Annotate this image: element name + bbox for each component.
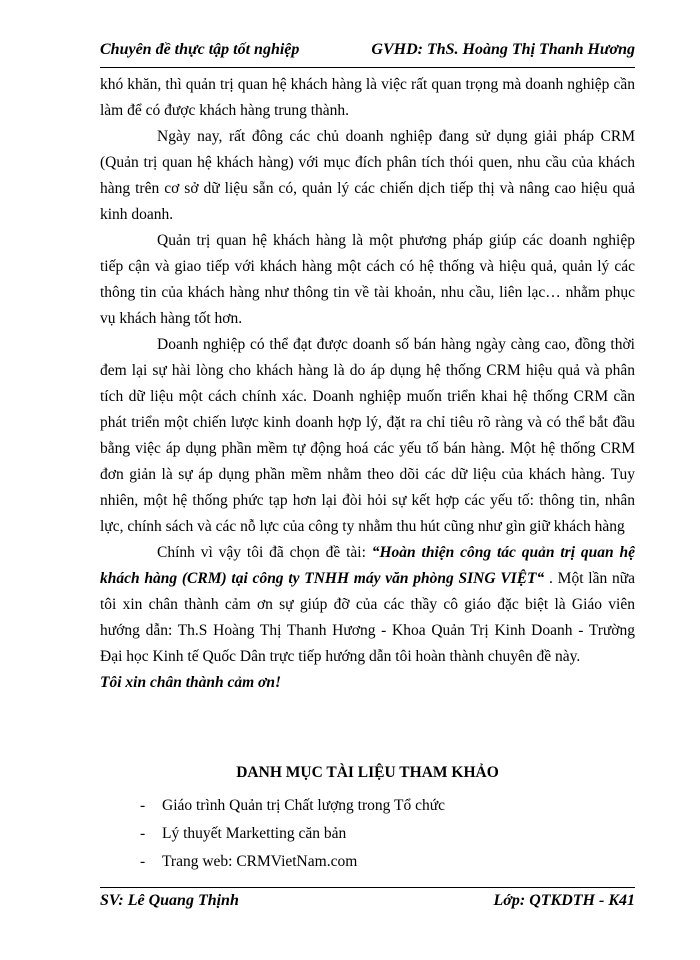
- footer-divider: [100, 887, 635, 888]
- closing-thanks: Tôi xin chân thành cảm ơn!: [100, 674, 282, 691]
- footer-student: SV: Lê Quang Thịnh: [100, 892, 239, 909]
- bullet-dash: -: [140, 797, 146, 814]
- header-divider: [100, 67, 635, 68]
- references-list: [140, 792, 620, 876]
- paragraph-5-lead: Chính vì vậy tôi đã chọn đề tài:: [157, 544, 372, 561]
- thesis-topic: “Hoàn thiện công tác quản trị quan hệ khách hàng (CRM) tại công ty TNHH máy văn phòng SING VIỆT“: [100, 544, 635, 587]
- header-report-title: Chuyên đề thực tập tốt nghiệp: [100, 41, 300, 58]
- reference-item: [140, 820, 620, 848]
- bullet-dash: -: [140, 825, 146, 842]
- paragraph-5: [100, 540, 635, 670]
- reference-item: [140, 792, 620, 820]
- page-footer: [100, 892, 635, 916]
- page-header: [100, 41, 635, 65]
- references-heading: DANH MỤC TÀI LIỆU THAM KHẢO: [236, 764, 499, 781]
- reference-item: [140, 848, 620, 876]
- paragraph-4: Doanh nghiệp có thể đạt được doanh số bán hàng ngày càng cao, đồng thời đem lại sự hài lòng cho khách hàng là do áp dụng hệ thống CRM hiệu quả và phân tích dữ liệu một cách chính xác. Doanh nghiệp muốn triển khai hệ thống CRM cần phát triển một chiến lược kinh doanh hợp lý, đặt ra chỉ tiêu rõ ràng và có thể bắt đầu bằng việc áp dụng phần mềm tự động hoá các yếu tố bán hàng. Một hệ thống CRM đơn giản là sự áp dụng phần mềm nhằm theo dõi các dữ liệu của khách hàng. Tuy nhiên, một hệ thống phức tạp hơn lại đòi hỏi sự kết hợp các yếu tố: thông tin, nhân lực, chính sách và các nỗ lực của công ty nhằm thu hút cũng như gìn giữ khách hàng: [100, 336, 635, 535]
- bullet-dash: -: [140, 853, 146, 870]
- paragraph-3: Quản trị quan hệ khách hàng là một phương pháp giúp các doanh nghiệp tiếp cận và giao tiếp với khách hàng một cách có hệ thống và hiệu quả, quản lý các thông tin của khách hàng như thông tin về tài khoản, nhu cầu, liên lạc… nhằm phục vụ khách hàng tốt hơn.: [100, 232, 635, 327]
- paragraph-5-rest: . Một lần nữa tôi xin chân thành cảm ơn sự giúp đỡ của các thầy cô giáo đặc biệt là Giáo viên hướng dẫn: Th.S Hoàng Thị Thanh Hương - Khoa Quản Trị Kinh Doanh - Trường Đại học Kinh tế Quốc Dân trực tiếp hướng dẫn tôi hoàn thành chuyên đề này.: [100, 570, 635, 665]
- paragraph-1: khó khăn, thì quản trị quan hệ khách hàng là việc rất quan trọng mà doanh nghiệp cần làm để có được khách hàng trung thành.: [100, 76, 635, 119]
- reference-text: Trang web: CRMVietNam.com: [162, 853, 358, 870]
- reference-text: Giáo trình Quản trị Chất lượng trong Tổ chức: [162, 797, 445, 814]
- body-text: [100, 72, 635, 696]
- header-supervisor: GVHD: ThS. Hoàng Thị Thanh Hương: [371, 41, 635, 58]
- reference-text: Lý thuyết Marketting căn bản: [162, 825, 347, 842]
- footer-class: Lớp: QTKDTH - K41: [493, 892, 635, 909]
- paragraph-2: Ngày nay, rất đông các chủ doanh nghiệp đang sử dụng giải pháp CRM (Quản trị quan hệ khách hàng) với mục đích phân tích thói quen, nhu cầu của khách hàng trên cơ sở dữ liệu sẵn có, quản lý các chiến dịch tiếp thị và nâng cao hiệu quả kinh doanh.: [100, 128, 635, 223]
